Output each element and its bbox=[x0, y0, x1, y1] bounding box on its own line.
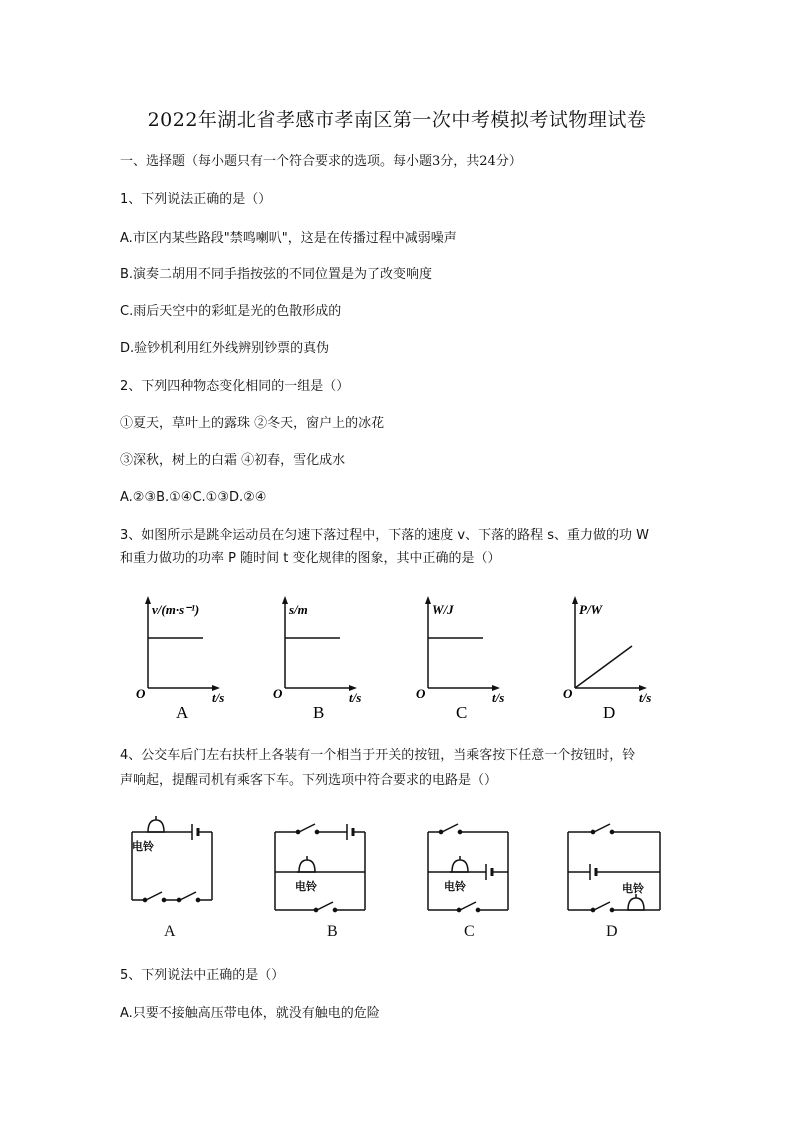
circuit-b bbox=[275, 824, 365, 940]
graph-b-letter: B bbox=[313, 703, 325, 722]
question-2-line-2: ③深秋，树上的白霜 ④初春，雪化成水 bbox=[120, 453, 346, 468]
graph-a-letter: A bbox=[176, 703, 189, 722]
switch-icon bbox=[296, 824, 318, 834]
graph-b bbox=[273, 596, 361, 722]
question-1-option-c: C.雨后天空中的彩虹是光的色散形成的 bbox=[120, 304, 342, 319]
graph-a-origin: O bbox=[136, 686, 146, 701]
page-title: 2022年湖北省孝感市孝南区第一次中考模拟考试物理试卷 bbox=[147, 109, 647, 131]
switch-icon bbox=[439, 824, 461, 834]
circuit-d-letter: D bbox=[606, 923, 618, 940]
graph-c-letter: C bbox=[456, 703, 468, 722]
circuit-b-bell-label: 电铃 bbox=[295, 880, 317, 893]
graphs-figure bbox=[120, 590, 670, 730]
graph-c bbox=[416, 596, 504, 722]
bell-icon bbox=[626, 894, 646, 910]
battery-icon bbox=[347, 824, 353, 840]
circuit-a-letter: A bbox=[164, 923, 176, 940]
question-1-option-a: A.市区内某些路段"禁鸣喇叭"，这是在传播过程中减弱噪声 bbox=[120, 231, 457, 246]
question-3-line-1: 3、如图所示是跳伞运动员在匀速下落过程中，下落的速度 v、下落的路程 s、重力做的功 W bbox=[120, 528, 649, 543]
battery-icon bbox=[192, 824, 198, 840]
circuit-c-bell-label: 电铃 bbox=[444, 880, 466, 893]
question-1-stem: 1、下列说法正确的是（） bbox=[120, 192, 272, 207]
circuit-c bbox=[428, 824, 508, 940]
switch-icon bbox=[143, 892, 165, 902]
battery-icon bbox=[590, 864, 596, 880]
question-4-line-1: 4、公交车后门左右扶杆上各装有一个相当于开关的按钮，当乘客按下任意一个按钮时，铃 bbox=[120, 748, 636, 763]
battery-icon bbox=[486, 864, 492, 880]
graph-b-ylabel: s/m bbox=[289, 602, 308, 617]
graph-a-ylabel: v/(m·s⁻¹) bbox=[152, 602, 200, 617]
circuit-d bbox=[568, 824, 660, 940]
circuit-a bbox=[132, 816, 212, 940]
switch-icon bbox=[457, 902, 479, 912]
graph-a-xlabel: t/s bbox=[212, 690, 225, 705]
graph-c-origin: O bbox=[416, 686, 426, 701]
bell-icon bbox=[146, 816, 166, 832]
graph-d bbox=[563, 596, 651, 722]
switch-icon bbox=[591, 824, 613, 834]
bell-icon bbox=[450, 856, 470, 872]
question-2-stem: 2、下列四种物态变化相同的一组是（） bbox=[120, 379, 350, 394]
question-3-line-2: 和重力做功的功率 P 随时间 t 变化规律的图象，其中正确的是（） bbox=[120, 551, 501, 566]
bell-icon bbox=[297, 856, 317, 872]
switch-icon bbox=[177, 892, 199, 902]
graph-d-xlabel: t/s bbox=[639, 690, 652, 705]
circuit-b-letter: B bbox=[327, 923, 338, 940]
circuit-d-bell-label: 电铃 bbox=[622, 882, 644, 895]
graph-c-xlabel: t/s bbox=[492, 690, 505, 705]
question-1-option-d: D.验钞机利用红外线辨别钞票的真伪 bbox=[120, 341, 330, 356]
graph-c-ylabel: W/J bbox=[432, 602, 454, 617]
graph-d-letter: D bbox=[603, 703, 616, 722]
question-2-options: A.②③B.①④C.①③D.②④ bbox=[120, 490, 267, 505]
circuit-a-bell-label: 电铃 bbox=[132, 840, 154, 853]
question-1-option-b: B.演奏二胡用不同手指按弦的不同位置是为了改变响度 bbox=[120, 267, 433, 282]
graph-b-xlabel: t/s bbox=[349, 690, 362, 705]
section-heading: 一、选择题（每小题只有一个符合要求的选项。每小题3分，共24分） bbox=[120, 154, 522, 169]
switch-icon bbox=[314, 902, 336, 912]
question-5-option-a: A.只要不接触高压带电体，就没有触电的危险 bbox=[120, 1006, 380, 1021]
circuit-c-letter: C bbox=[464, 923, 475, 940]
graph-b-origin: O bbox=[273, 686, 283, 701]
question-4-line-2: 声响起，提醒司机有乘客下车。下列选项中符合要求的电路是（） bbox=[120, 773, 498, 788]
question-2-line-1: ①夏天，草叶上的露珠 ②冬天，窗户上的冰花 bbox=[120, 416, 385, 431]
switch-icon bbox=[591, 902, 613, 912]
graph-d-origin: O bbox=[563, 686, 573, 701]
graph-a bbox=[136, 596, 224, 722]
graph-d-ylabel: P/W bbox=[579, 602, 603, 617]
question-5-stem: 5、下列说法中正确的是（） bbox=[120, 968, 285, 983]
circuits-figure bbox=[120, 810, 680, 945]
